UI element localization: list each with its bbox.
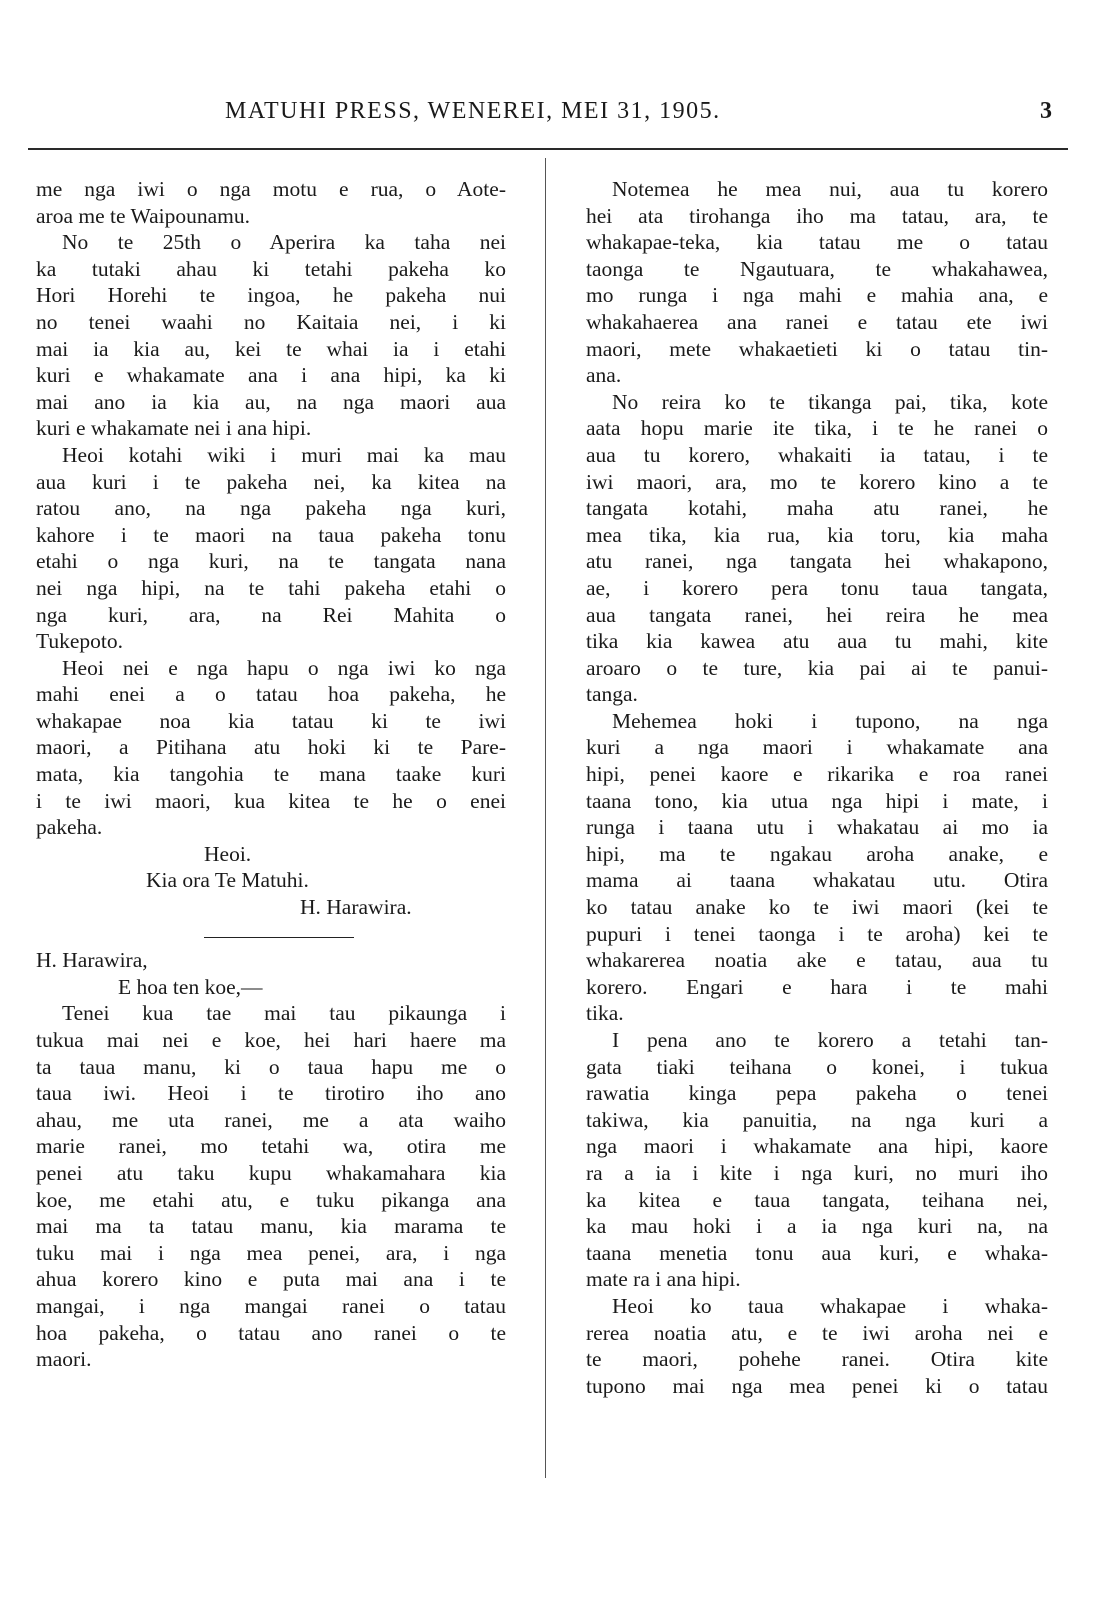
text-line: maori. — [36, 1347, 92, 1372]
signoff-signature: H. Harawira. — [300, 895, 412, 920]
text-line: takiwa, kia panuitia, na nga kuri a — [586, 1107, 1048, 1132]
text-line: Heoi kotahi wiki i muri mai ka mau — [62, 442, 506, 467]
text-line: whakapae noa kia tatau ki te iwi — [36, 708, 506, 733]
text-line: mahi enei a o tatau hoa pakeha, he — [36, 682, 506, 707]
right-paragraph-1 — [586, 176, 1048, 389]
text-line: kuri a nga maori i whakamate ana — [586, 735, 1048, 760]
left-column — [36, 176, 506, 1373]
text-line: mama ai taana whakatau utu. Otira — [586, 868, 1048, 893]
text-line: aua tangata ranei, hei reira he mea — [586, 602, 1048, 627]
text-line: ahua korero kino e puta mai ana i te — [36, 1267, 506, 1292]
text-line: Heoi ko taua whakapae i whaka- — [612, 1293, 1048, 1318]
text-line: mai ano ia kia au, na nga maori aua — [36, 389, 506, 414]
text-line: atu ranei, nga tangata hei whakapono, — [586, 549, 1048, 574]
text-line: Tukepoto. — [36, 629, 124, 654]
text-line: tukua mai nei e koe, hei hari haere ma — [36, 1028, 506, 1052]
text-line: maori, mete whakaetieti ki o tatau tin- — [586, 336, 1048, 361]
text-line: kahore i te maori na taua pakeha tonu — [36, 522, 506, 547]
text-line: mangai, i nga mangai ranei o tatau — [36, 1293, 506, 1318]
right-paragraph-5 — [586, 1293, 1048, 1399]
text-line: hoa pakeha, o tatau ano ranei o te — [36, 1320, 506, 1345]
text-line: i te iwi maori, kua kitea te he o enei — [36, 788, 506, 813]
right-paragraph-2 — [586, 389, 1048, 708]
letter-address: H. Harawira, — [36, 948, 148, 973]
text-line: whakapae-teka, kia tatau me o tatau — [586, 230, 1048, 255]
text-line: taua iwi. Heoi i te tirotiro iho ano — [36, 1081, 506, 1106]
text-line: mo runga i nga mahi e mahia ana, e — [586, 283, 1048, 308]
signoff-line: Kia ora Te Matuhi. — [146, 868, 309, 893]
left-paragraph-2 — [36, 229, 506, 442]
text-line: aroaro o te ture, kia pai ai te panui- — [586, 655, 1048, 680]
text-line: hei ata tirohanga iho ma tatau, ara, te — [586, 203, 1048, 228]
header-rule — [28, 148, 1068, 150]
text-line: iwi maori, ara, mo te korero kino a te — [586, 469, 1048, 494]
text-line: tangata kotahi, maha atu ranei, he — [586, 496, 1048, 521]
text-line: ana. — [586, 363, 622, 388]
letter-greeting: E hoa ten koe,— — [118, 974, 263, 999]
text-line: rawatia kinga pepa pakeha o tenei — [586, 1081, 1048, 1106]
letter-signoff — [36, 841, 506, 921]
text-line: I pena ano te korero a tetahi tan- — [612, 1028, 1048, 1052]
text-line: ratou ano, na nga pakeha nga kuri, — [36, 496, 506, 521]
text-line: mata, kia tangohia te mana taake kuri — [36, 762, 506, 787]
text-line: kuri e whakamate ana i ana hipi, ka ki — [36, 363, 506, 388]
text-line: taana tono, kia utua nga hipi i mate, i — [586, 788, 1048, 813]
text-line: aua kuri i te pakeha nei, ka kitea na — [36, 469, 506, 494]
text-line: penei atu taku kupu whakamahara kia — [36, 1160, 506, 1185]
text-line: mai ia kia au, kei te whai ia i etahi — [36, 336, 506, 361]
text-line: hipi, penei kaore e rikarika e roa ranei — [586, 762, 1048, 787]
text-line: etahi o nga kuri, na te tangata nana — [36, 549, 506, 574]
text-line: ae, i korero pera tonu taua tangata, — [586, 575, 1048, 600]
text-line: mea tika, kia rua, kia toru, kia maha — [586, 522, 1048, 547]
text-line: aua tu korero, whakaiti ia tatau, i te — [586, 442, 1048, 467]
text-line: ta taua manu, ki o taua hapu me o — [36, 1054, 506, 1079]
text-line: mai ma ta tatau manu, kia marama te — [36, 1214, 506, 1239]
text-line: te maori, pohehe ranei. Otira kite — [586, 1347, 1048, 1372]
left-paragraph-5 — [36, 1000, 506, 1372]
newspaper-masthead-title: MATUHI PRESS, WENEREI, MEI 31, 1905. — [225, 98, 721, 124]
text-line: tupono mai nga mea penei ki o tatau — [586, 1373, 1048, 1398]
text-line: ko tatau anake ko te iwi maori (kei te — [586, 895, 1048, 920]
page-header — [0, 98, 1114, 134]
text-line: gata tiaki teihana o konei, i tukua — [586, 1054, 1048, 1079]
right-column — [586, 176, 1048, 1399]
left-paragraph-1 — [36, 176, 506, 229]
text-line: kuri e whakamate nei i ana hipi. — [36, 416, 312, 441]
text-line: tika. — [586, 1001, 624, 1026]
text-line: tanga. — [586, 682, 638, 707]
text-line: rerea noatia atu, e te iwi aroha nei e — [586, 1320, 1048, 1345]
page-number: 3 — [1040, 98, 1052, 124]
text-line: me nga iwi o nga motu e rua, o Aote- — [36, 177, 506, 201]
text-line: whakahaerea ana ranei e tatau ete iwi — [586, 309, 1048, 334]
left-paragraph-3 — [36, 442, 506, 655]
text-line: No te 25th o Aperira ka taha nei — [62, 230, 506, 255]
text-line: aroa me te Waipounamu. — [36, 203, 250, 228]
text-line: No reira ko te tikanga pai, tika, kote — [612, 389, 1048, 414]
text-line: Hori Horehi te ingoa, he pakeha nui — [36, 283, 506, 308]
text-line: ra a ia i kite i nga kuri, no muri iho — [586, 1160, 1048, 1185]
text-line: korero. Engari e hara i te mahi — [586, 974, 1048, 999]
text-line: nga kuri, ara, na Rei Mahita o — [36, 602, 506, 627]
text-line: pakeha. — [36, 815, 103, 840]
right-paragraph-3 — [586, 708, 1048, 1027]
text-line: Notemea he mea nui, aua tu korero — [612, 177, 1048, 201]
text-line: taonga te Ngautuara, te whakahawea, — [586, 256, 1048, 281]
text-line: ka kitea e taua tangata, teihana nei, — [586, 1187, 1048, 1212]
text-line: mate ra i ana hipi. — [586, 1267, 741, 1292]
text-line: koe, me etahi atu, e tuku pikanga ana — [36, 1187, 506, 1212]
text-line: tuku mai i nga mea penei, ara, i nga — [36, 1240, 506, 1265]
left-paragraph-4 — [36, 655, 506, 841]
text-line: nei nga hipi, na te tahi pakeha etahi o — [36, 575, 506, 600]
text-line: hipi, ma te ngakau aroha anake, e — [586, 841, 1048, 866]
text-line: ka mau hoki i a ia nga kuri na, na — [586, 1214, 1048, 1239]
signoff-line: Heoi. — [204, 841, 252, 866]
text-line: Mehemea hoki i tupono, na nga — [612, 708, 1048, 733]
text-line: taana menetia tonu aua kuri, e whaka- — [586, 1240, 1048, 1265]
text-line: Tenei kua tae mai tau pikaunga i — [62, 1001, 506, 1026]
right-paragraph-4 — [586, 1027, 1048, 1293]
text-line: no tenei waahi no Kaitaia nei, i ki — [36, 309, 506, 334]
text-line: aata hopu marie ite tika, i te he ranei o — [586, 416, 1048, 441]
text-line: marie ranei, mo tetahi wa, otira me — [36, 1134, 506, 1159]
text-line: Heoi nei e nga hapu o nga iwi ko nga — [62, 655, 506, 680]
text-line: runga i taana utu i whakatau ai mo ia — [586, 815, 1048, 840]
text-line: whakarerea noatia ake e tatau, aua tu — [586, 948, 1048, 973]
text-line: tika kia kawea atu aua tu mahi, kite — [586, 629, 1048, 654]
text-line: pupuri i tenei taonga i te aroha) kei te — [586, 921, 1048, 946]
text-line: maori, a Pitihana atu hoki ki te Pare- — [36, 735, 506, 760]
column-divider — [545, 158, 546, 1478]
text-line: ka tutaki ahau ki tetahi pakeha ko — [36, 256, 506, 281]
text-line: nga maori i whakamate ana hipi, kaore — [586, 1134, 1048, 1159]
text-line: ahau, me uta ranei, me a ata waiho — [36, 1107, 506, 1132]
section-divider — [36, 921, 506, 948]
